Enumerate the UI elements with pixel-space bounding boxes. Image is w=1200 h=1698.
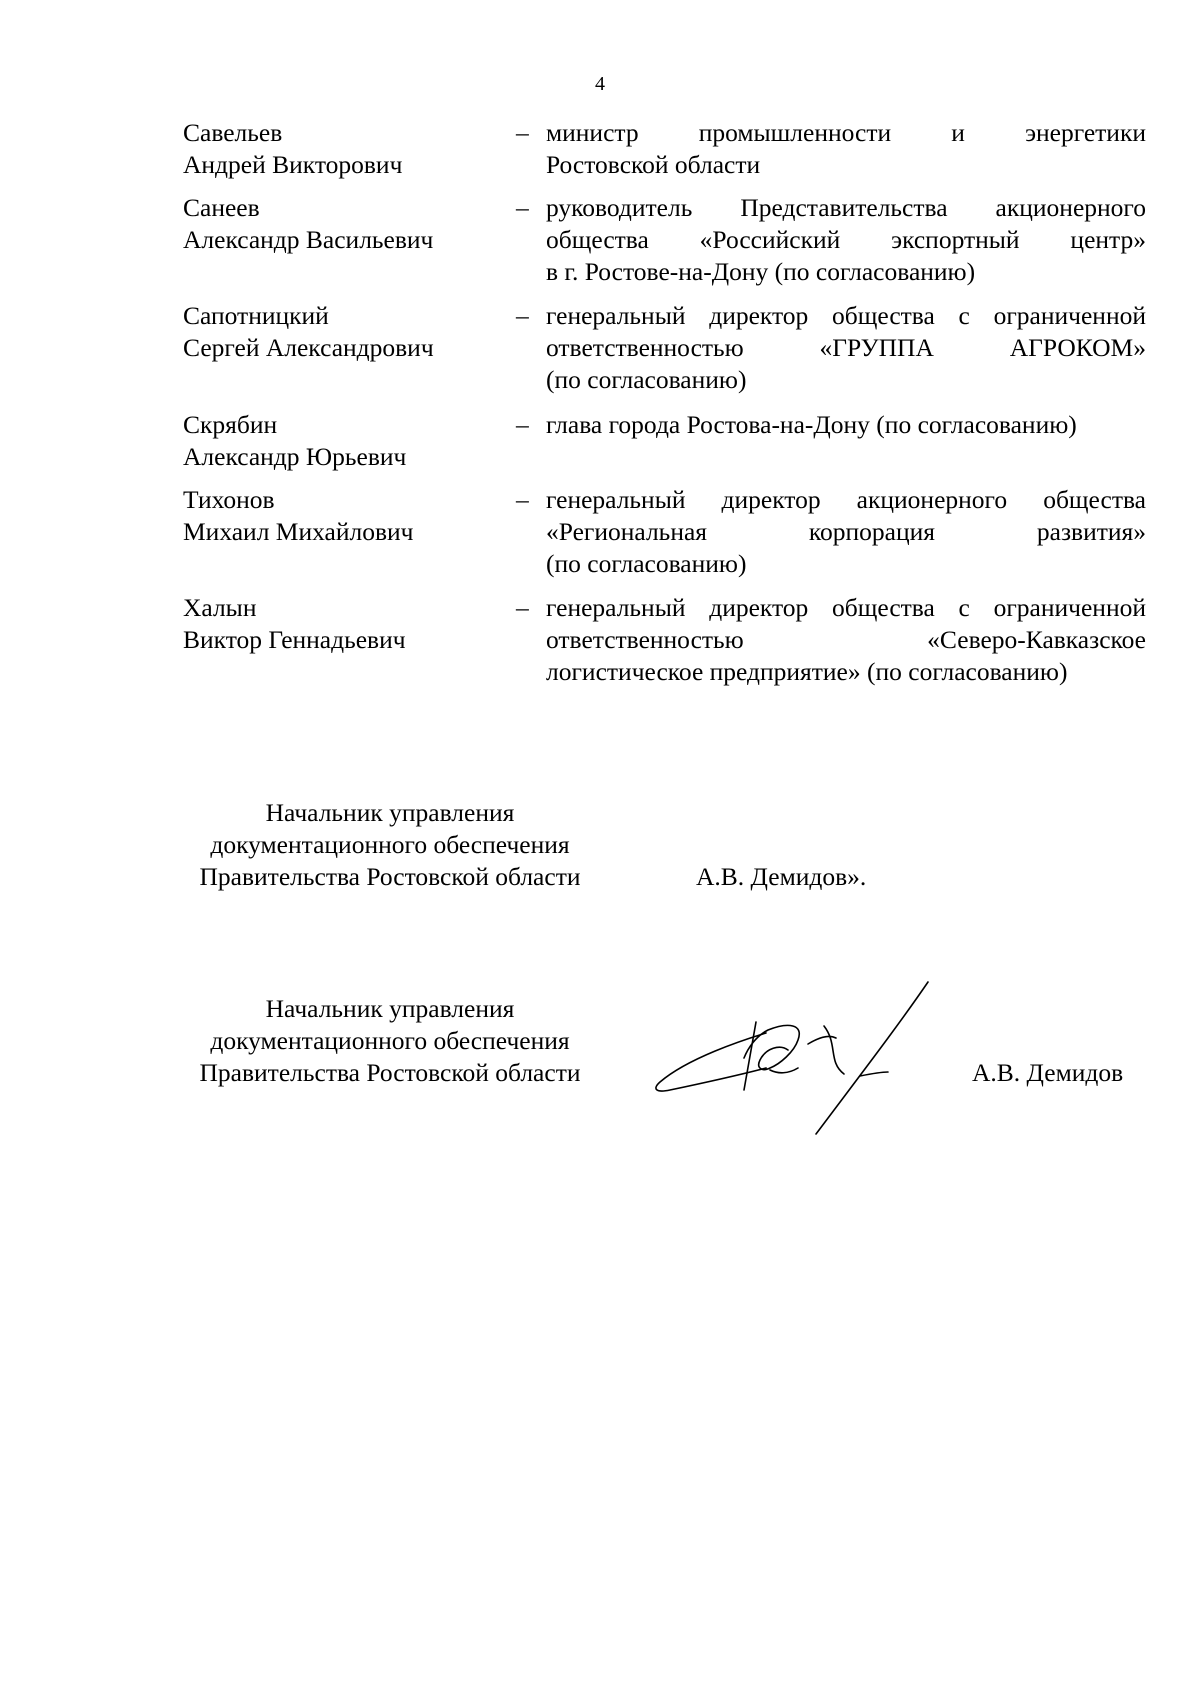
position-line: Начальник управления [265, 994, 515, 1023]
member-given-name: Андрей Викторович [183, 150, 403, 179]
member-surname: Санеев [183, 193, 260, 222]
role-line: генеральный директор общества с ограниченной [546, 301, 1146, 330]
position-line: документационного обеспечения [210, 830, 570, 859]
dash-separator: – [516, 410, 529, 439]
role-line: общества «Российский экспортный центр» [546, 225, 1146, 254]
member-role [546, 117, 1146, 181]
member-given-name: Александр Юрьевич [183, 442, 407, 471]
role-line: в г. Ростове-на-Дону (по согласованию) [546, 257, 976, 286]
role-line: ответственностью «Северо-Кавказское [546, 625, 1146, 654]
position-line: документационного обеспечения [210, 1026, 570, 1055]
role-line: (по согласованию) [546, 549, 747, 578]
role-line: министр промышленности и энергетики [546, 118, 1146, 147]
member-surname: Скрябин [183, 410, 278, 439]
role-line: глава города Ростова-на-Дону (по согласованию) [546, 410, 1077, 439]
member-role [546, 484, 1146, 580]
role-line: руководитель Представительства акционерного [546, 193, 1146, 222]
signer-name: А.В. Демидов». [696, 862, 867, 891]
dash-separator: – [516, 118, 529, 147]
member-role [546, 409, 1146, 441]
handwritten-signature [648, 978, 938, 1138]
position-line: Правительства Ростовской области [199, 862, 581, 891]
member-name [183, 484, 503, 548]
position-line: Начальник управления [265, 798, 515, 827]
role-line: генеральный директор акционерного общества [546, 485, 1146, 514]
signer-name: А.В. Демидов [972, 1058, 1124, 1087]
member-role [546, 300, 1146, 396]
member-surname: Сапотницкий [183, 301, 329, 330]
member-name [183, 117, 503, 181]
member-role [546, 192, 1146, 288]
member-given-name: Сергей Александрович [183, 333, 434, 362]
dash-separator: – [516, 485, 529, 514]
role-line: Ростовской области [546, 150, 761, 179]
signer-position [160, 993, 620, 1089]
role-line: «Региональная корпорация развития» [546, 517, 1146, 546]
dash-separator: – [516, 301, 529, 330]
member-role [546, 592, 1146, 688]
member-given-name: Александр Васильевич [183, 225, 434, 254]
member-surname: Халын [183, 593, 257, 622]
member-name [183, 192, 503, 256]
role-line: (по согласованию) [546, 365, 747, 394]
role-line: логистическое предприятие» (по согласованию) [546, 657, 1068, 686]
position-line: Правительства Ростовской области [199, 1058, 581, 1087]
page-number: 4 [595, 73, 605, 95]
member-given-name: Виктор Геннадьевич [183, 625, 406, 654]
role-line: генеральный директор общества с ограниченной [546, 593, 1146, 622]
member-name [183, 592, 503, 656]
member-surname: Савельев [183, 118, 283, 147]
signer-position [160, 797, 620, 893]
dash-separator: – [516, 193, 529, 222]
member-given-name: Михаил Михайлович [183, 517, 414, 546]
member-name [183, 300, 503, 364]
member-name [183, 409, 503, 473]
dash-separator: – [516, 593, 529, 622]
member-surname: Тихонов [183, 485, 275, 514]
role-line: ответственностью «ГРУППА АГРОКОМ» [546, 333, 1146, 362]
